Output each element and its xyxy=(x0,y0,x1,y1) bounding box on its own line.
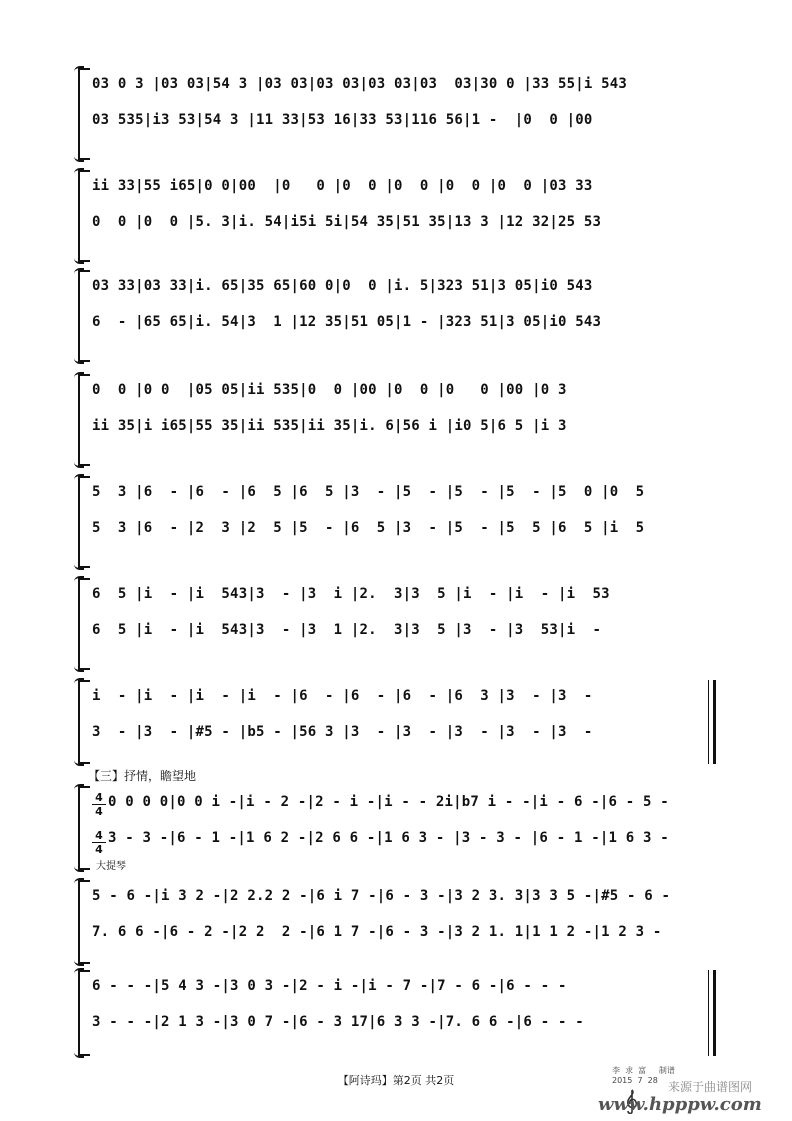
staff-lower: 6 - |65 65|i. 54|3 1 |12 35|51 05|1 - |323 51|3 05|i0 543 xyxy=(92,314,602,330)
staff-lower: 5 3 |6 - |2 3 |2 5 |5 - |6 5 |3 - |5 - |5 5 |6 5 |i 5 xyxy=(92,520,645,536)
time-signature-numerator: 4 xyxy=(95,829,103,842)
score-system-3 xyxy=(78,270,714,362)
staff-lower: 7. 6 6 -|6 - 2 -|2 2 2 -|6 1 7 -|6 - 3 -|3 2 1. 1|1 1 2 -|1 2 3 - xyxy=(92,924,662,940)
time-signature-upper xyxy=(92,792,106,817)
page-footer: 【阿诗玛】第2页 共2页 xyxy=(337,1074,455,1087)
score-system-4 xyxy=(78,374,714,466)
time-signature-numerator: 4 xyxy=(95,791,103,804)
staff-lower: 3 - |3 - |#5 - |b5 - |56 3 |3 - |3 - |3 - |3 - |3 - xyxy=(92,724,593,740)
staff-lower: 3 - - -|2 1 3 -|3 0 7 -|6 - 3 17|6 3 3 -|7. 6 6 -|6 - - - xyxy=(92,1014,584,1030)
system-brace xyxy=(78,270,90,362)
double-barline xyxy=(708,970,716,1056)
staff-upper: 03 0 3 |03 03|54 3 |03 03|03 03|03 03|03 03|30 0 |33 55|i 543 xyxy=(92,76,627,92)
system-brace xyxy=(78,578,90,670)
time-signature-lower xyxy=(92,830,106,855)
staff-upper: ii 33|55 i65|0 0|00 |0 0 |0 0 |0 0 |0 0 |0 0 |03 33 xyxy=(92,178,593,194)
staff-upper: 5 3 |6 - |6 - |6 5 |6 5 |3 - |5 - |5 - |5 - |5 0 |0 5 xyxy=(92,484,645,500)
score-system-8 xyxy=(78,786,714,870)
staff-upper: 0 0 |0 0 |05 05|ii 535|0 0 |00 |0 0 |0 0 |00 |0 3 xyxy=(92,382,567,398)
staff-upper: 5 - 6 -|i 3 2 -|2 2.2 2 -|6 i 7 -|6 - 3 -|3 2 3. 3|3 3 5 -|#5 - 6 - xyxy=(92,888,671,904)
time-signature-denominator: 4 xyxy=(95,805,103,818)
staff-lower: ii 35|i i65|55 35|ii 535|ii 35|i. 6|56 i |i0 5|6 5 |i 3 xyxy=(92,418,567,434)
instrument-label: 大提琴 xyxy=(96,861,126,872)
credit-text: 李 求 富 制谱 2015 7 28 xyxy=(612,1066,675,1085)
system-brace xyxy=(78,374,90,466)
score-system-10 xyxy=(78,970,714,1056)
score-system-1 xyxy=(78,68,714,160)
system-brace xyxy=(78,880,90,964)
staff-upper: 6 - - -|5 4 3 -|3 0 3 -|2 - i -|i - 7 -|7 - 6 -|6 - - - xyxy=(92,978,567,994)
score-system-5 xyxy=(78,476,714,568)
score-system-9 xyxy=(78,880,714,964)
system-brace xyxy=(78,68,90,160)
score-system-6 xyxy=(78,578,714,670)
time-signature-denominator: 4 xyxy=(95,843,103,856)
system-brace xyxy=(78,476,90,568)
staff-lower: 03 535|i3 53|54 3 |11 33|53 16|33 53|116 56|1 - |0 0 |00 xyxy=(92,112,619,128)
staff-lower: 0 0 |0 0 |5. 3|i. 54|i5i 5i|54 35|51 35|13 3 |12 32|25 53 xyxy=(92,214,602,230)
score-system-2 xyxy=(78,170,714,262)
system-brace xyxy=(78,170,90,262)
double-barline xyxy=(708,680,716,764)
system-brace xyxy=(78,786,90,870)
staff-upper: 6 5 |i - |i 543|3 - |3 i |2. 3|3 5 |i - |i - |i 53 xyxy=(92,586,610,602)
staff-upper: i - |i - |i - |i - |6 - |6 - |6 - |6 3 |3 - |3 - xyxy=(92,688,593,704)
staff-upper: 03 33|03 33|i. 65|35 65|60 0|0 0 |i. 5|323 51|3 05|i0 543 xyxy=(92,278,593,294)
watermark-url: www.hpppw.com xyxy=(598,1094,762,1115)
staff-lower: 3 - 3 -|6 - 1 -|1 6 2 -|2 6 6 -|1 6 3 - |3 - 3 - |6 - 1 -|1 6 3 - xyxy=(108,830,669,846)
staff-upper: 0 0 0 0|0 0 i -|i - 2 -|2 - i -|i - - 2i|b7 i - -|i - 6 -|6 - 5 - xyxy=(108,794,669,810)
watermark-text: 来源于曲谱图网 xyxy=(668,1080,753,1094)
score-system-7 xyxy=(78,680,714,764)
section-heading: 【三】抒情，瞻望地 xyxy=(88,769,197,783)
system-brace xyxy=(78,970,90,1056)
system-brace xyxy=(78,680,90,764)
staff-lower: 6 5 |i - |i 543|3 - |3 1 |2. 3|3 5 |3 - |3 53|i - xyxy=(92,622,610,638)
